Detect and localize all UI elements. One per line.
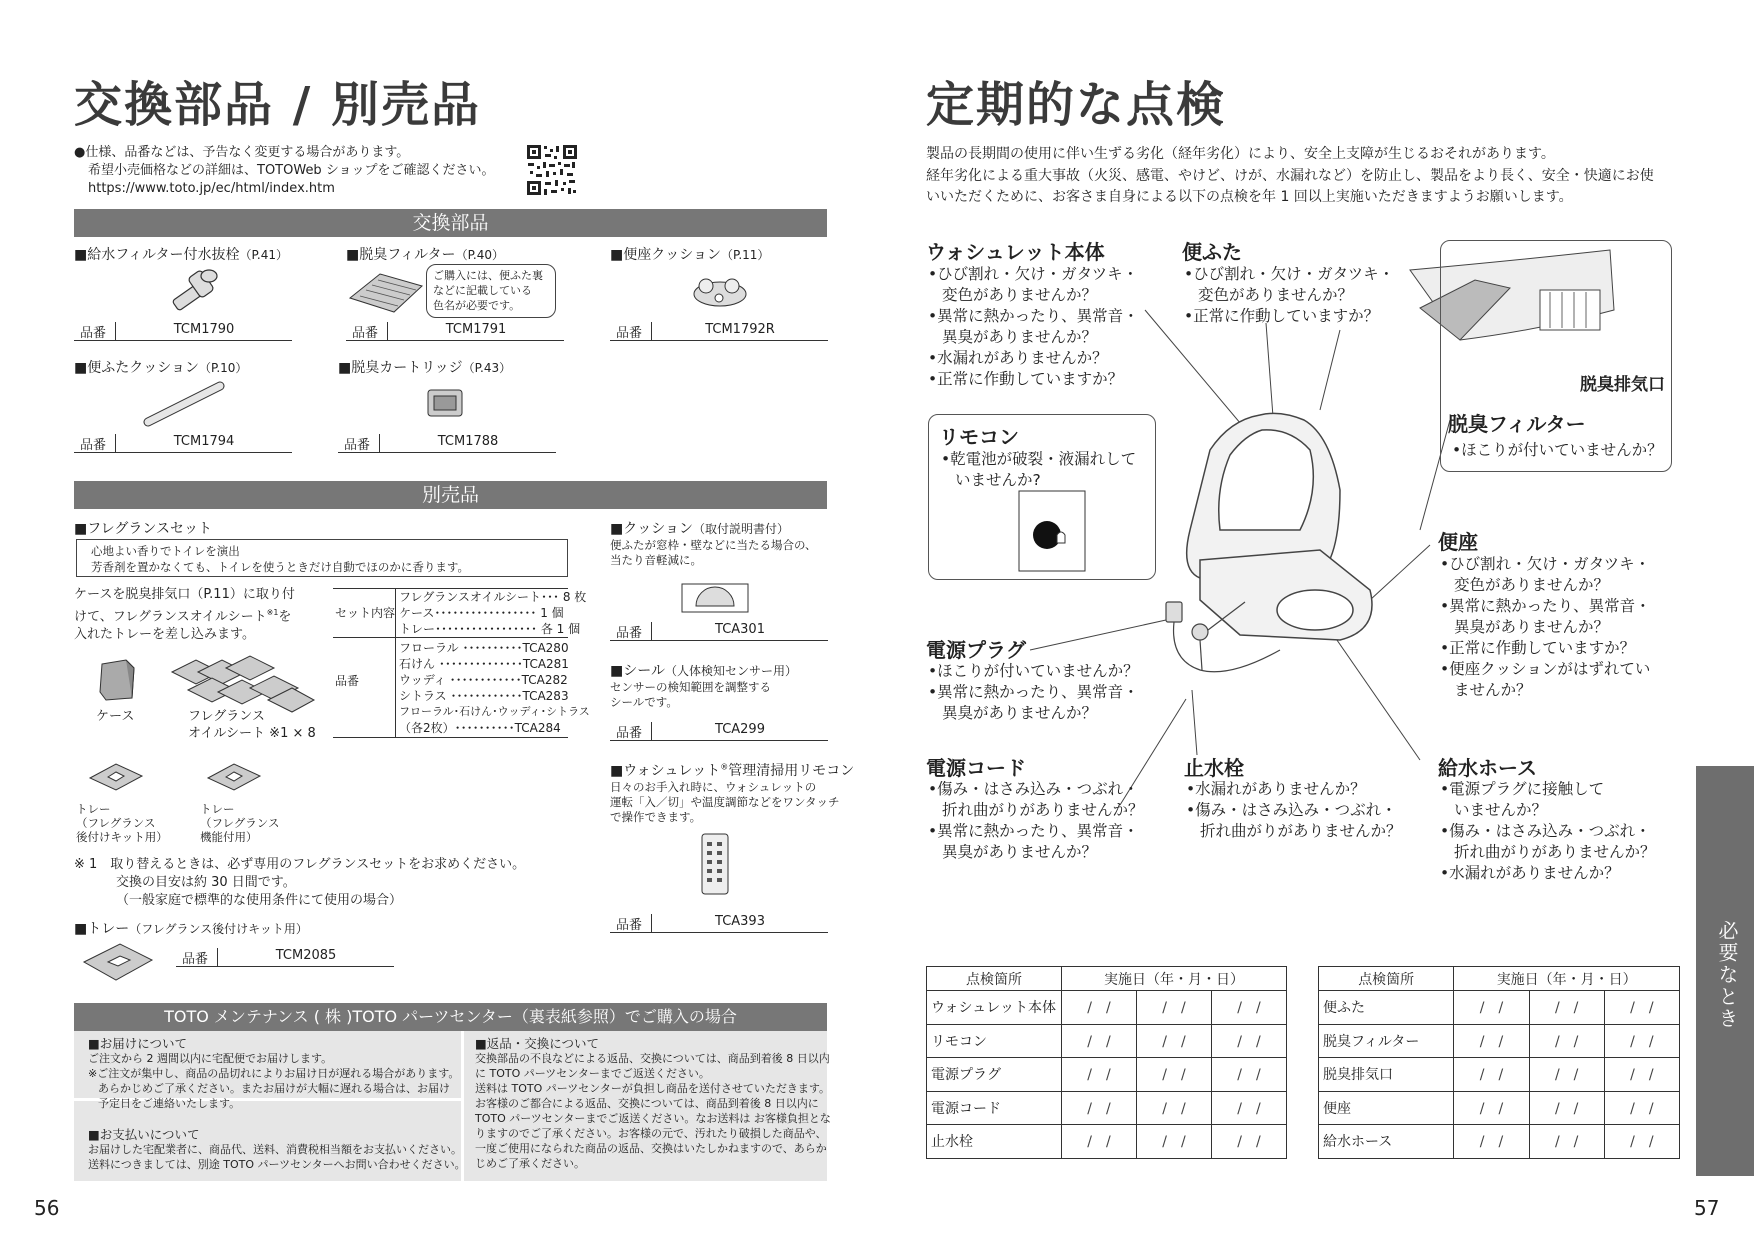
- part-title: ■給水フィルター付水抜栓（P.41）: [74, 247, 288, 263]
- table-row: 電源プラグ / / / / / /: [927, 1058, 1287, 1092]
- fragrance-desc: ケースを脱臭排気口（P.11）に取り付 けて、フレグランスオイルシート$^{※1}$を 入れたトレーを差し込みます。: [74, 587, 295, 643]
- shop-url[interactable]: https://www.toto.jp/ec/html/index.htm: [88, 181, 335, 196]
- case-icon: [96, 656, 140, 707]
- tray1-label: トレー （フレグランス 後付けキット用）: [76, 802, 168, 844]
- cushion-title: ■クッション（取付説明書付）: [610, 521, 789, 537]
- tray-kit-icon: [86, 760, 146, 797]
- part-number-row: 品番 TCA299: [610, 722, 828, 741]
- part-number-row: 品番 TCM1788: [338, 434, 556, 453]
- page-number-left: 56: [34, 1196, 60, 1220]
- cord-items: •傷み・はさみ込み・つぶれ・ 折れ曲がりがありませんか？ •異常に熱かったり、異常音・ 異臭がありませんか？: [928, 780, 1144, 861]
- part-number-row: 品番 TCM2085: [176, 948, 394, 967]
- cartridge-icon: [424, 384, 468, 427]
- qr-code-icon[interactable]: [526, 144, 578, 196]
- fragrance-title: ■フレグランスセット: [74, 521, 212, 537]
- table-row: 給水ホース / / / / / /: [1319, 1125, 1680, 1159]
- side-tab-label: 必要なとき: [1715, 920, 1739, 1030]
- fragrance-box: 心地よい香りでトイレを演出 芳香剤を置かなくても、トイレを使うときだけ自動でほのかに香ります。: [76, 539, 568, 577]
- washlet-title: ウォシュレット本体: [926, 240, 1105, 264]
- case-label: ケース: [96, 709, 135, 724]
- fragrance-note: ※ 1 取り替えるときは、必ず専用のフレグランスセットをお求めください。 交換の目安は約 30 日間です。 （一般家庭で標準的な使用条件にて使用の場合）: [74, 857, 526, 908]
- intro: 製品の長期間の使用に伴い生ずる劣化（経年劣化）により、安全上支障が生じるおそれがあります。 経年劣化による重大事故（火災、感電、やけど、けが、水漏れなど）を防止し、製品をより長く、安全・快適にお使 いいただくために、お客さま自身による以下の点検を年 1 回以上実施いただきますようお願いします。: [926, 146, 1654, 205]
- tray-kit-title: ■トレー（フレグランス後付けキット用）: [74, 921, 308, 937]
- remote-icon: [700, 832, 730, 899]
- section-header-replacement: 交換部品: [74, 209, 827, 237]
- purchase-info: [74, 1003, 831, 1181]
- part-title: ■脱臭フィルター（P.40）: [346, 247, 505, 263]
- page-number-right: 57: [1694, 1196, 1720, 1220]
- note-line: 希望小売価格などの詳細は、TOTOWeb ショップをご確認ください。: [88, 163, 495, 178]
- table-row: ウォシュレット本体 / / / / / /: [927, 991, 1287, 1025]
- remote-desc: 日々のお手入れ時に、ウォシュレットの 運転「入／切」や温度調節などをワンタッチ で操作できます。: [610, 780, 840, 824]
- inspection-table-1: 点検箇所 実施日（年・月・日） ウォシュレット本体 / / / / / / リモコン / / / / / / 電源プラグ / / / / / / 電源コード / / / / / / 止水栓 / / / / / /: [926, 966, 1287, 1159]
- lid-items: •ひび割れ・欠け・ガタツキ・ 変色がありませんか？ •正常に作動していますか？: [1184, 265, 1395, 325]
- payment-info: ■お支払いについて お届けした宅配業者に、商品代、送料、消費税相当額をお支払いください。 送料につきましては、別途 TOTO パーツセンターへお問い合わせください。: [88, 1127, 466, 1171]
- remote-control-icon: [1017, 489, 1089, 575]
- page-title-left: 交換部品 / 別売品: [74, 77, 481, 133]
- part-number-row: 品番 TCM1790: [74, 322, 292, 341]
- table-row: 便座 / / / / / /: [1319, 1091, 1680, 1125]
- remote-box: リモコン •乾電池が破裂・液漏れして いませんか?: [928, 414, 1156, 580]
- seat-title: 便座: [1438, 530, 1478, 554]
- part-title: ■脱臭カートリッジ（P.43）: [338, 360, 512, 376]
- lid-cushion-icon: [140, 378, 230, 431]
- seal-desc: センサーの検知範囲を調整する シールです。: [610, 680, 771, 709]
- part-number-row: 品番 TCM1794: [74, 434, 292, 453]
- note-line: ●仕様、品番などは、予告なく変更する場合があります。: [74, 145, 410, 160]
- table-row: 脱臭フィルター / / / / / /: [1319, 1024, 1680, 1058]
- part-number-row: 品番 TCA301: [610, 622, 828, 641]
- cushion-icon: [680, 578, 750, 617]
- plug-items: •ほこりが付いていませんか？ •異常に熱かったり、異常音・ 異臭がありませんか？: [928, 662, 1139, 722]
- fragrance-table: セット内容 フレグランスオイルシート･･･ 8 枚 ケース･････････････････ 1 個 トレー･････････････････ 各 1 個 品番 フローラル ･･････････TCA280 石けん ･･････････････TCA281 ウッディ ････････････TCA282 シトラス ････････････TCA283 フローラル･石けん･ウッディ･シトラス （各2枚）･･････････TCA284: [333, 588, 568, 738]
- valve-items: •水漏れがありませんか？ •傷み・はさみ込み・つぶれ・ 折れ曲がりがありませんか？: [1186, 780, 1402, 840]
- sheet-label: フレグランス オイルシート ※1 × 8: [188, 709, 316, 741]
- tray-icon: [80, 938, 156, 989]
- cushion-desc: 便ふたが窓枠・壁などに当たる場合の、 当たり音軽減に。: [610, 538, 817, 567]
- part-number-row: 品番 TCM1792R: [610, 322, 828, 341]
- deodorizer-filter-icon: [346, 268, 426, 319]
- table-row: リモコン / / / / / /: [927, 1024, 1287, 1058]
- hose-items: •電源プラグに接触して いませんか？ •傷み・はさみ込み・つぶれ・ 折れ曲がりがありませんか？ •水漏れがありませんか？: [1440, 780, 1656, 882]
- lid-title: 便ふた: [1182, 240, 1242, 264]
- filter-callout: ご購入には、便ふた裏 などに記載している 色名が必要です。: [426, 264, 556, 318]
- exhaust-label: 脱臭排気口: [1580, 375, 1665, 395]
- return-info: ■返品・交換について 交換部品の不良などによる返品、交換については、商品到着後 8 日以内 に TOTO パーツセンターまでご返送ください。 送料は TOTO パーツセンターが負担し商品を送付させていただきます。 お客様のご都合による返品、交換については、商品到着後 8 日以内に TOTO パーツセンターまでご返送ください。なお送料は お客様負担とな りますのでご了承ください。お客様の元で、汚れたり破損した商品や、 一度ご使用になられた商品の返品、交換はいたしかねますので、あらか じめご了承ください。: [475, 1036, 831, 1170]
- washlet-items: •ひび割れ・欠け・ガタツキ・ 変色がありませんか？ •異常に熱かったり、異常音・ 異臭がありませんか？ •水漏れがありませんか？ •正常に作動していますか？: [928, 265, 1139, 388]
- tray-function-icon: [204, 760, 264, 797]
- filter-title: 脱臭フィルター: [1448, 412, 1586, 436]
- valve-title: 止水栓: [1184, 756, 1244, 780]
- part-title: ■便ふたクッション（P.10）: [74, 360, 248, 376]
- inspection-table-2: 点検箇所 実施日（年・月・日） 便ふた / / / / / / 脱臭フィルター / / / / / / 脱臭排気口 / / / / / / 便座 / / / / / / 給水ホース / / / / / /: [1318, 966, 1680, 1159]
- table-row: 脱臭排気口 / / / / / /: [1319, 1058, 1680, 1092]
- seat-items: •ひび割れ・欠け・ガタツキ・ 変色がありませんか？ •異常に熱かったり、異常音・ 異臭がありませんか？ •正常に作動していますか？ •便座クッションがはずれてい ませんか？: [1440, 555, 1651, 699]
- part-title: ■便座クッション（P.11）: [610, 247, 770, 263]
- side-tab[interactable]: [1696, 766, 1754, 1176]
- part-number-row: 品番 TCA393: [610, 914, 828, 933]
- tray2-label: トレー （フレグランス 機能付用）: [200, 802, 280, 844]
- plug-title: 電源プラグ: [926, 638, 1026, 662]
- page-title-right: 定期的な点検: [926, 77, 1227, 133]
- table-row: 便ふた / / / / / /: [1319, 991, 1680, 1025]
- filter-items: •ほこりが付いていませんか？: [1452, 441, 1663, 459]
- drain-plug-icon: [165, 266, 225, 317]
- cord-title: 電源コード: [926, 756, 1026, 780]
- section-header-options: 別売品: [74, 481, 827, 509]
- purchase-header: TOTO メンテナンス ( 株 )TOTO パーツセンター（裏表紙参照）でご購入の場合: [74, 1003, 827, 1031]
- seat-cushion-icon: [690, 270, 750, 313]
- filter-inset: [1440, 240, 1672, 472]
- notes: [74, 144, 495, 198]
- remote-title: ■ウォシュレット®管理清掃用リモコン: [610, 762, 855, 779]
- seal-title: ■シール（人体検知センサー用）: [610, 663, 797, 679]
- hose-title: 給水ホース: [1438, 756, 1537, 780]
- table-row: 止水栓 / / / / / /: [927, 1125, 1287, 1159]
- delivery-info: ■お届けについて ご注文から 2 週間以内に宅配便でお届けします。 ※ご注文が集中し、商品の品切れによりお届け日が遅れる場合があります。 あらかじめご了承ください。またお届けが大幅に遅れる場合は、お届け 予定日をご連絡いたします。: [88, 1036, 460, 1110]
- part-number-row: 品番 TCM1791: [346, 322, 564, 341]
- table-row: 電源コード / / / / / /: [927, 1091, 1287, 1125]
